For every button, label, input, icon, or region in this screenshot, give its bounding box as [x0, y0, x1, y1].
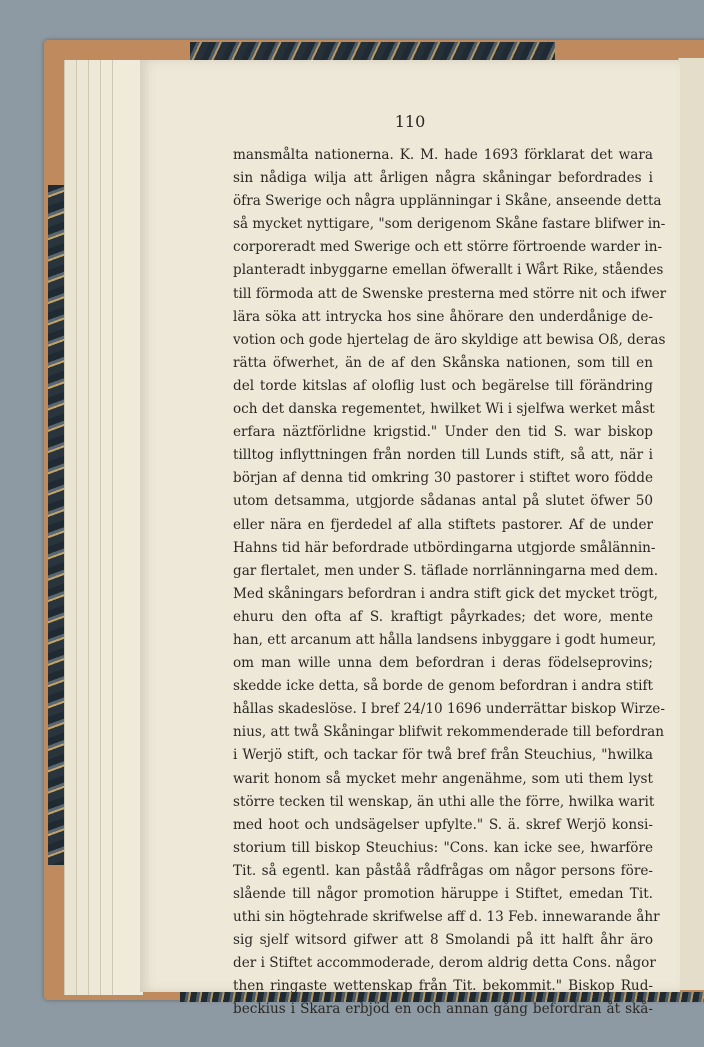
- text-line: i Werjö stift, och tackar för twå bref från Steuchius, "hwilka: [233, 747, 653, 764]
- text-line: gar flertalet, men under S. täflade norrlänningarna med dem.: [233, 562, 659, 579]
- text-line: warit honom så mycket mehr angenähme, som uti them lyst: [233, 770, 653, 787]
- text-line: Med skåningars befordran i andra stift gick det mycket trögt,: [233, 585, 658, 602]
- text-line: sin nådiga wilja att årligen några skåningar befordrades i: [233, 170, 653, 187]
- text-line: corporeradt med Swerige och ett större förtroende warder in-: [233, 239, 663, 256]
- text-line: del torde kitslas af oloflig lust och begärelse till förändring: [233, 377, 653, 394]
- text-line: hållas skadeslöse. I bref 24/10 1696 underrättar biskop Wirze-: [233, 701, 665, 718]
- text-line: han, ett arcanum att hålla landsens inbyggare i godt humeur,: [233, 631, 657, 648]
- text-line: sig sjelf witsord gifwer att 8 Smolandi på itt halft åhr äro: [233, 932, 653, 949]
- text-line: erfara näztförlidne krigstid." Under den tid S. war biskop: [233, 424, 653, 441]
- page-stack-edge: [112, 60, 143, 995]
- text-line: der i Stiftet accommoderade, derom aldrig detta Cons. någor: [233, 955, 656, 972]
- text-line: storium till biskop Steuchius: "Cons. kan icke see, hwarföre: [233, 839, 653, 856]
- text-line: Hahns tid här befordrade utbördingarna utgjorde smålännin-: [233, 539, 656, 556]
- text-line: uthi sin högtehrade skrifwelse aff d. 13 Feb. innewarande åhr: [233, 909, 660, 926]
- text-line: och det danska regementet, hwilket Wi i sjelfwa werket måst: [233, 401, 655, 418]
- text-line: beckius i Skara erbjöd en och annan gång befordran åt skå-: [233, 1001, 653, 1018]
- text-line: skedde icke detta, så borde de genom befordran i andra stift: [233, 678, 653, 695]
- page-number: 110: [394, 112, 426, 131]
- text-line: eller nära en fjerdedel af alla stiftets pastorer. Af de under: [233, 516, 653, 533]
- text-line: lära söka att intrycka hos sine åhörare den underdånige de-: [233, 308, 653, 325]
- text-line: planteradt inbyggarne emellan öfwerallt i Wårt Rike, ståendes: [233, 262, 664, 279]
- facing-page-edge: [678, 58, 704, 990]
- text-line: nius, att twå Skåningar blifwit rekommenderade till befordran: [233, 724, 664, 741]
- text-line: ehuru den ofta af S. kraftigt påyrkades; det wore, mente: [233, 608, 653, 625]
- text-line: tilltog inflyttningen från norden till Lunds stift, så att, när i: [233, 447, 653, 464]
- book-page: [140, 60, 680, 1018]
- text-line: början af denna tid omkring 30 pastorer i stiftet woro födde: [233, 470, 653, 487]
- text-line: mansmålta nationerna. K. M. hade 1693 förklarat det wara: [233, 147, 653, 163]
- marbled-edge-top: [190, 42, 555, 60]
- text-line: utom detsamma, utgjorde sådanas antal på slutet öfwer 50: [233, 493, 653, 510]
- text-line: så mycket nyttigare, "som derigenom Skåne fastare blifwer in-: [233, 216, 666, 233]
- text-line: om man wille unna dem befordran i deras födelseprovins;: [233, 655, 653, 672]
- text-line: med hoot och undsägelser upfylte." S. ä. skref Werjö konsi-: [233, 816, 653, 833]
- text-line: till förmoda att de Swenske presterna med större nit och ifwer: [233, 285, 667, 302]
- text-line: slående till någor promotion häruppe i Stiftet, emedan Tit.: [233, 886, 653, 902]
- body-text: [233, 144, 667, 1022]
- text-line: votion och gode hjertelag de äro skyldige att bewisa Oß, deras: [233, 331, 666, 348]
- text-line: öfra Swerige och några upplänningar i Skåne, anseende detta: [233, 193, 662, 210]
- text-line: then ringaste wettenskap från Tit. bekommit." Biskop Rud-: [233, 978, 653, 995]
- text-line: Tit. så egentl. kan påståå rådfrågas om någor persons före-: [233, 862, 653, 879]
- text-line: rätta öfwerhet, än de af den Skånska nationen, som till en: [233, 354, 653, 371]
- text-line: större tecken til wenskap, än uthi alle the förre, hwilka warit: [233, 793, 655, 810]
